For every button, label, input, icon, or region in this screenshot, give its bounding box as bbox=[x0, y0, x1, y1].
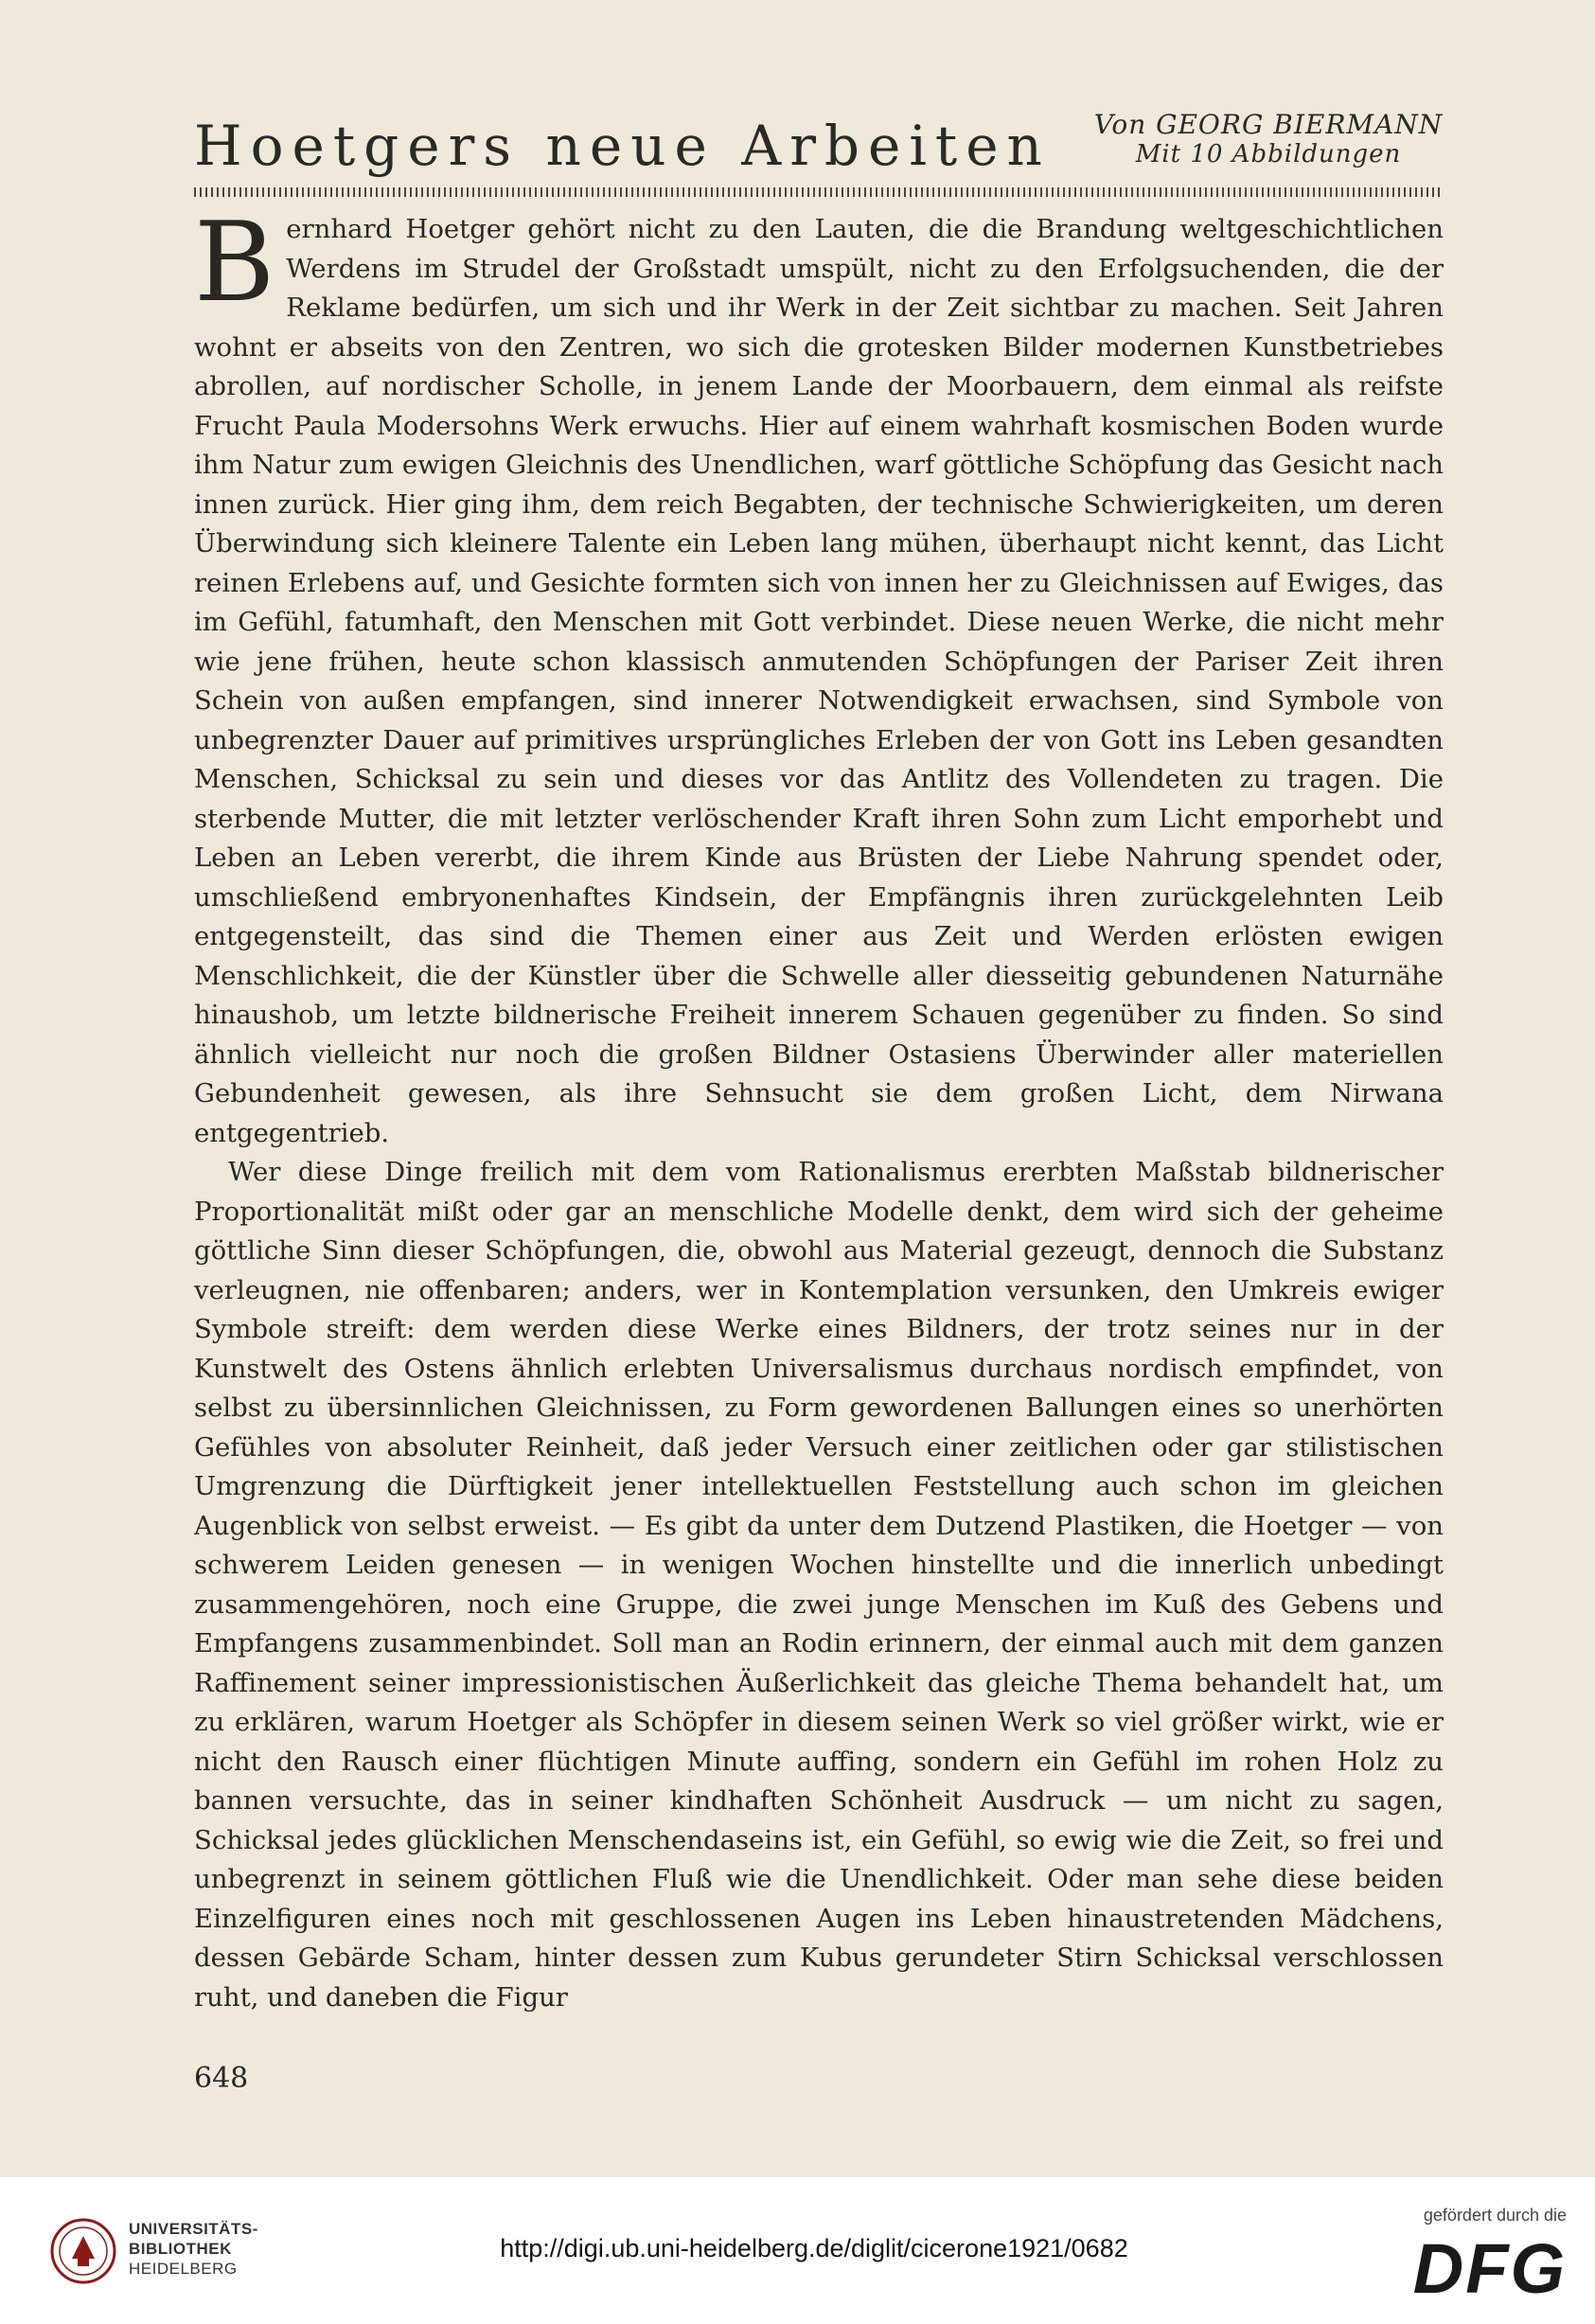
byline-author: Von GEORG BIERMANN bbox=[1093, 109, 1444, 140]
dfg-logo: DFG bbox=[1412, 2229, 1567, 2308]
footer-bar bbox=[0, 2177, 1595, 2324]
article-title: Hoetgers neue Arbeiten bbox=[194, 114, 1051, 178]
university-seal-icon bbox=[49, 2217, 117, 2285]
paragraph-2: Wer diese Dinge freilich mit dem vom Rationalismus ererbten Maßstab bildnerischer Proportionalität mißt oder gar an menschliche Modelle denkt, dem wird sich der geheime göttliche Sinn dieser Schöpfungen, die, obwohl aus Material gezeugt, dennoch die Substanz verleugnen, nie offenbaren; anders, wer in Kontemplation versunken, den Umkreis ewiger Symbole streift: dem werden diese Werke eines Bildners, der trotz seines nur in der Kunstwelt des Ostens ähnlich erlebten Universalismus durchaus nordisch empfindet, von selbst zu übersinnlichen Gleichnissen, zu Form gewordenen Ballungen eines so unerhörten Gefühles von absoluter Reinheit, daß jeder Versuch einer zeitlichen oder gar stilistischen Umgrenzung die Dürftigkeit jener intellektuellen Feststellung auch schon im gleichen Augenblick von selbst erweist. — Es gibt da unter dem Dutzend Plastiken, die Hoetger — von schwerem Leiden genesen — in wenigen Wochen hinstellte und die innerlich unbedingt zusammengehören, noch eine Gruppe, die zwei junge Menschen im Kuß des Gebens und Empfangens zusammenbindet. Soll man an Rodin erinnern, der einmal auch mit dem ganzen Raffinement seiner impressionistischen Äußerlichkeit das gleiche Thema behandelt hat, um zu erklären, warum Hoetger als Schöpfer in diesem seinen Werk so viel größer wirkt, wie er nicht den Rausch einer flüchtigen Minute auffing, sondern ein Gefühl im rohen Holz zu bannen versuchte, das in seiner kindhaften Schönheit Ausdruck — um nicht zu sagen, Schicksal jedes glücklichen Menschendaseins ist, ein Gefühl, so ewig wie die Zeit, so frei und unbegrenzt in seinem göttlichen Fluß wie die Unendlichkeit. Oder man sehe diese beiden Einzelfiguren eines noch mit geschlossenen Augen ins Leben hinaustretenden Mädchens, dessen Gebärde Scham, hinter dessen zum Kubus gerundeter Stirn Schicksal verschlossen ruht, und daneben die Figur bbox=[194, 1157, 1444, 2013]
article-body bbox=[194, 199, 1444, 2017]
title-rule bbox=[194, 187, 1444, 197]
byline-illustrations: Mit 10 Abbildungen bbox=[1135, 140, 1402, 169]
byline bbox=[1079, 110, 1458, 169]
source-url-link[interactable]: http://digi.ub.uni-heidelberg.de/diglit/cicerone1921/0682 bbox=[500, 2234, 1128, 2262]
paragraph-1 bbox=[194, 199, 1444, 1153]
funded-by-label: gefördert durch die bbox=[1423, 2206, 1567, 2225]
institution-name: UNIVERSITÄTS- BIBLIOTHEK HEIDELBERG bbox=[129, 2220, 258, 2278]
paragraph-1-text: ernhard Hoetger gehört nicht zu den Lauten, die die Brandung weltgeschichtlichen Werdens im Strudel der Großstadt umspült, nicht zu den Erfolgsuchenden, die der Reklame bedürfen, um sich und ihr Werk in der Zeit sichtbar zu machen. Seit Jahren wohnt er abseits von den Zentren, wo sich die grotesken Bilder modernen Kunstbetriebes abrollen, auf nordischer Scholle, in jenem Lande der Moorbauern, dem einmal als reifste Frucht Paula Modersohns Werk erwuchs. Hier auf einem wahrhaft kosmischen Boden wurde ihm Natur zum ewigen Gleichnis des Unendlichen, warf göttliche Schöpfung das Gesicht nach innen zurück. Hier ging ihm, dem reich Begabten, der technische Schwierigkeiten, um deren Überwindung sich kleinere Talente ein Leben lang mühen, überhaupt nicht kennt, das Licht reinen Erlebens auf, und Gesichte formten sich von innen her zu Gleichnissen auf Ewiges, das im Gefühl, fatumhaft, den Menschen mit Gott verbindet. Diese neuen Werke, die nicht mehr wie jene frühen, heute schon klassisch anmutenden Schöpfungen der Pariser Zeit ihren Schein von außen empfangen, sind innerer Notwendigkeit erwachsen, sind Symbole von unbegrenzter Dauer auf primitives ursprüngliches Erleben der von Gott ins Leben gesandten Menschen, Schicksal zu sein und dieses vor das Antlitz des Vollendeten zu tragen. Die sterbende Mutter, die mit letzter verlöschender Kraft ihren Sohn zum Licht emporhebt und Leben an Leben vererbt, die ihrem Kinde aus Brüsten der Liebe Nahrung spendet oder, umschließend embryonenhaftes Kindsein, der Empfängnis ihren zurückgelehnten Leib entgegensteilt, das sind die Themen einer aus Zeit und Werden erlösten ewigen Menschlichkeit, die der Künstler über die Schwelle aller diesseitig gebundenen Naturnähe hinaushob, um letzte bildnerische Freiheit innerem Schauen gegenüber zu finden. So sind ähnlich vielleicht nur noch die großen Bildner Ostasiens Überwinder aller materiellen Gebundenheit gewesen, als ihre Sehnsucht sie dem großen Licht, dem Nirwana entgegentrieb. bbox=[194, 214, 1444, 1148]
dropcap: B bbox=[194, 199, 275, 327]
page-number: 648 bbox=[194, 2062, 249, 2095]
